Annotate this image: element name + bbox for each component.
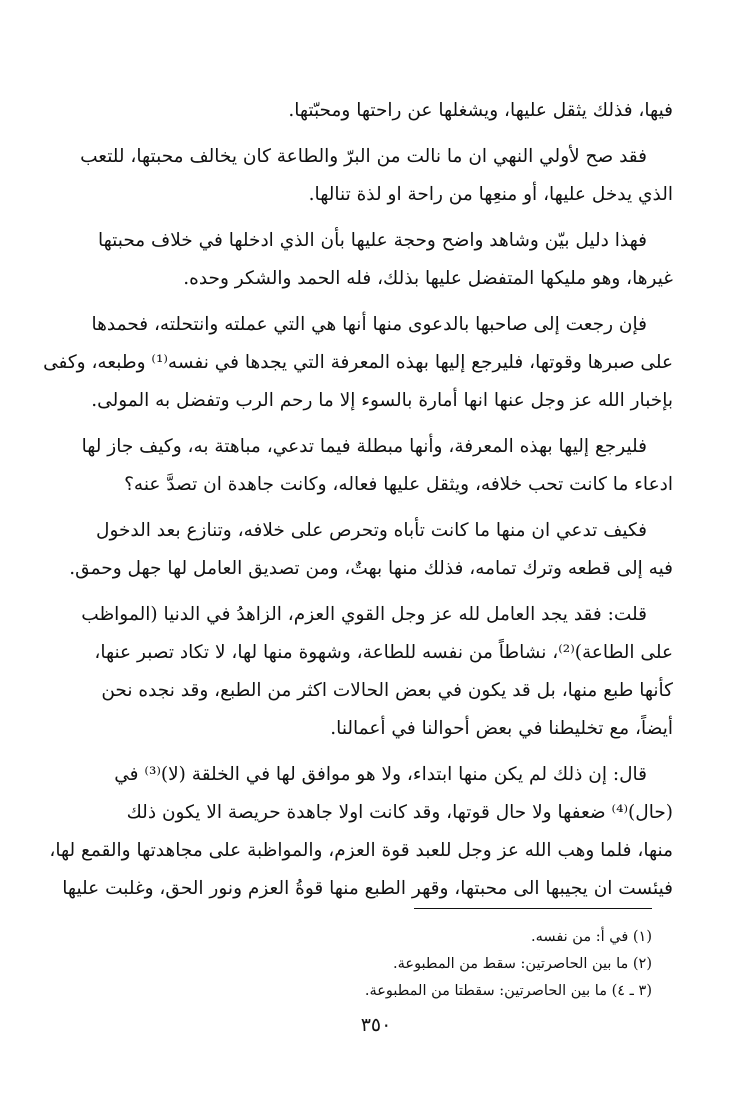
page-number: ٣٥٠ <box>360 1014 392 1036</box>
text-line: فهذا دليل بيّن وشاهد واضح وحجة عليها بأن الذي ادخلها في خلاف محبتها <box>97 230 647 251</box>
paragraph-1 <box>78 92 673 130</box>
text-line: فإن رجعت إلى صاحبها بالدعوى منها أنها هي التي عملته وانتحلته، فحمدها <box>91 314 647 335</box>
text-line: على صبرها وقوتها، فليرجع إليها بهذه المعرفة التي يجدها في نفسه⁽¹⁾ وطبعه، وكفى <box>43 352 673 373</box>
footnote-3: (٣ ـ ٤) ما بين الحاصرتين: سقطتا من المطبوعة. <box>364 983 652 999</box>
text-line: ادعاء ما كانت تحب خلافه، ويثقل عليها فعاله، وكانت جاهدة ان تصدَّ عنه؟ <box>124 474 673 495</box>
paragraph-8 <box>49 756 673 908</box>
text-line: منها، فلما وهب الله عز وجل للعبد قوة العزم، والمواظبة على مجاهدتها والقمع لها، <box>49 840 673 861</box>
text-line: بإخبار الله عز وجل عنها انها أمارة بالسوء إلا ما رحم الرب وتفضل به المولى. <box>91 390 673 411</box>
text-line: قال: إن ذلك لم يكن منها ابتداء، ولا هو موافق لها في الخلقة (لا)⁽³⁾ في <box>114 764 647 785</box>
text-line: أيضاً، مع تخليطنا في بعض أحوالنا في أعمالنا. <box>330 718 673 739</box>
paragraph-5 <box>78 428 673 504</box>
text-line: على الطاعة)⁽²⁾، نشاطاً من نفسه للطاعة، وشهوة منها لها، لا تكاد تصبر عنها، <box>94 642 673 663</box>
text-line: فيه إلى قطعه وترك تمامه، فذلك منها بهتٌ، ومن تصديق العامل لها جهل وحمق. <box>69 558 673 579</box>
paragraph-6 <box>69 512 673 588</box>
paragraph-3 <box>78 222 673 298</box>
paragraph-7 <box>78 596 673 748</box>
text-line: (حال)⁽⁴⁾ ضعفها ولا حال قوتها، وقد كانت اولا جاهدة حريصة الا يكون ذلك <box>126 802 673 823</box>
text-line: كأنها طبع منها، بل قد يكون في بعض الحالات اكثر من الطبع، وقد نجده نحن <box>101 680 673 701</box>
footnotes <box>365 924 652 1005</box>
text-line: فيها، فذلك يثقل عليها، ويشغلها عن راحتها ومحبّتها. <box>288 100 673 121</box>
paragraph-2 <box>78 138 673 214</box>
text-line: فليرجع إليها بهذه المعرفة، وأنها مبطلة فيما تدعي، مباهتة به، وكيف جاز لها <box>81 436 647 457</box>
footnote-1: (١) في أ: من نفسه. <box>531 929 652 945</box>
text-line: فكيف تدعي ان منها ما كانت تأباه وتحرص على خلافه، وتنازع بعد الدخول <box>96 520 647 541</box>
text-line: فقد صح لأولي النهي ان ما نالت من البرّ والطاعة كان يخالف محبتها، للتعب <box>80 146 647 167</box>
text-line: قلت: فقد يجد العامل لله عز وجل القوي العزم، الزاهدُ في الدنيا (المواظب <box>81 604 647 625</box>
text-line: الذي يدخل عليها، أو منعِها من راحة او لذة تنالها. <box>308 184 673 205</box>
text-line: غيرها، وهو مليكها المتفضل عليها بذلك، فله الحمد والشكر وحده. <box>183 268 673 289</box>
page-body <box>43 92 673 916</box>
paragraph-4 <box>43 306 673 420</box>
footnote-divider <box>414 908 652 909</box>
footnote-2: (٢) ما بين الحاصرتين: سقط من المطبوعة. <box>393 956 652 972</box>
text-line: فيئست ان يجيبها الى محبتها، وقهر الطبع منها قوةُ العزم ونور الحق، وغلبت عليها <box>62 878 673 899</box>
